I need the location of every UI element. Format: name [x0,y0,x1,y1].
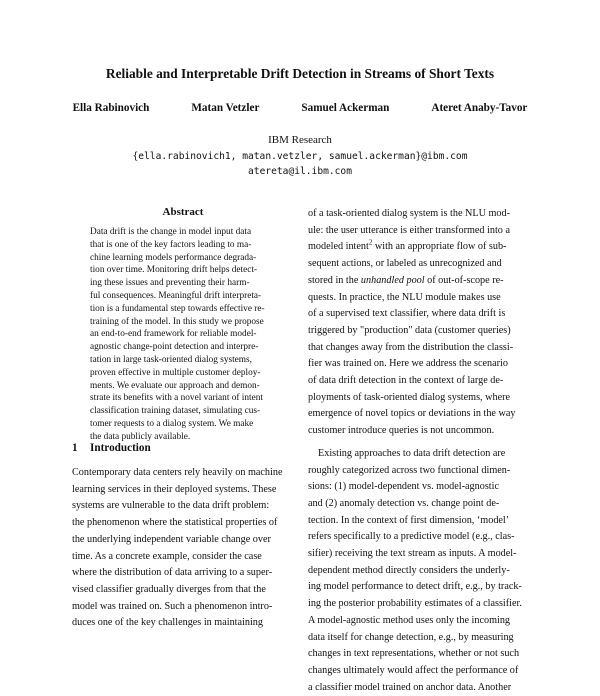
body-line: that changes away from the distribution the classi- [308,341,514,353]
body-line: the underlying independent variable change over [72,533,271,545]
author-list [0,102,600,114]
section-title: Introduction [90,442,151,454]
abstract-line: classification training dataset, simulating cus- [90,406,261,417]
abstract-line: tation in large task-oriented dialog systems, [90,354,252,365]
body-line: Existing approaches to data drift detection are [318,447,506,459]
section-heading [72,442,151,454]
line-segment: with an appropriate flow of sub- [372,241,507,253]
body-line: fier was trained on. Here we address the scenario [308,358,508,370]
body-line: customer introduce queries is not uncommon. [308,425,495,437]
body-line: ing the posterior probability estimates of a classifier. [308,598,522,610]
body-line: systems are vulnerable to the data drift problem: [72,500,270,512]
body-line: duces one of the key challenges in maintaining [72,617,263,629]
body-line: model was trained on. Such a phenomenon intro- [72,600,273,612]
abstract-line: strate its benefits with a novel variant of intent [90,393,263,404]
abstract-line: that is one of the key factors leading to ma- [90,239,252,250]
body-line: of a supervised text classifier, where data drift is [308,308,506,320]
abstract-line: tomer requests to a dialog system. We make [90,418,254,429]
body-line: dependent method directly considers the underly- [308,564,510,576]
footnote-marker: 2 [368,239,373,248]
body-line: a classifier model trained on anchor data. Another [308,681,512,693]
body-line: time. As a concrete example, consider the case [72,550,262,562]
abstract-line: tion is a fundamental step towards effective re- [90,303,265,314]
abstract-line: training of the model. In this study we propose [90,316,264,327]
introduction-body [72,465,296,632]
emphasis-term: unhandled pool [360,274,425,286]
body-line: ule: the user utterance is either transformed into a [308,224,510,236]
line-segment: stored in the [308,274,361,286]
right-column-body [308,206,530,696]
author-name: Ella Rabinovich [72,102,150,114]
body-line: of data drift detection in the context of large de- [308,375,504,387]
body-line [308,239,530,256]
body-line: triggered by "production" data (customer queries) [308,324,511,336]
body-line: the phenomenon where the statistical properties of [72,517,278,529]
abstract-body [90,226,280,444]
body-line: emergence of novel topics or deviations in the way [308,408,516,420]
abstract-heading: Abstract [162,206,204,218]
email-block [0,149,600,179]
body-line: sequent actions, or labeled as unrecognized and [308,258,502,270]
body-line: roughly categorized across two functional dimen- [308,464,511,476]
body-line: sions: (1) model-dependent vs. model-agnostic [308,481,499,493]
paper-title: Reliable and Interpretable Drift Detection in Streams of Short Texts [105,66,495,81]
body-line: of a task-oriented dialog system is the NLU mod- [308,208,511,219]
abstract-line: chine learning models performance degrada- [90,252,257,263]
email-line: {ella.rabinovich1, matan.vetzler, samuel.ackerman}@ibm.com [132,151,468,162]
body-line: refers specifically to a predictive model (e.g., clas- [308,531,515,543]
author-name: Samuel Ackerman [301,102,390,114]
abstract-line: tion over time. Monitoring drift helps detect- [90,265,258,276]
line-segment: of out-of-scope re- [424,274,504,286]
body-line: where the distribution of data arriving to a super- [72,567,273,579]
body-line: Contemporary data centers rely heavily on machine [72,467,283,478]
email-line: atereta@il.ibm.com [248,166,352,177]
abstract-line: ments. We evaluate our approach and demon- [90,380,260,391]
body-line: quests. In practice, the NLU module makes use [308,291,501,303]
body-line: ing model performance to detect drift, e.g., by track- [308,581,522,593]
body-line: and (2) anomaly detection vs. change point de- [308,497,500,509]
body-line: vised classifier gradually diverges from that the [72,583,266,595]
body-line: sifier) receiving the text stream as inputs. A model- [308,548,517,560]
abstract-line: ful consequences. Meaningful drift interpreta- [90,290,262,301]
body-line: changes in text representations, whether or not such [308,648,520,660]
body-line: tection. In the context of first dimension, ‘model’ [308,514,510,526]
body-line: ployments of task-oriented dialog systems, where [308,391,511,403]
body-line: changes ultimately would affect the performance of [308,664,519,676]
section-number: 1 [72,442,78,454]
abstract-line: an end-to-end framework for reliable model- [90,329,257,340]
affiliation: IBM Research [268,134,332,146]
line-segment: modeled intent [308,241,369,253]
body-line: learning services in their deployed systems. These [72,483,277,495]
abstract-line: Data drift is the change in model input data [90,227,252,237]
abstract-line: proven effective in multiple customer deploy- [90,367,261,378]
abstract-line: agnostic change-point detection and interpre- [90,342,259,353]
body-line [308,273,530,290]
body-line: A model-agnostic method uses only the incoming [308,614,511,626]
abstract-line: the data publicly available. [90,431,191,442]
author-name: Ateret Anaby-Tavor [431,102,528,114]
body-line: data itself for change detection, e.g., by measuring [308,631,514,643]
abstract-line: ing these issues and preventing their harm- [90,278,250,289]
author-name: Matan Vetzler [191,102,260,114]
